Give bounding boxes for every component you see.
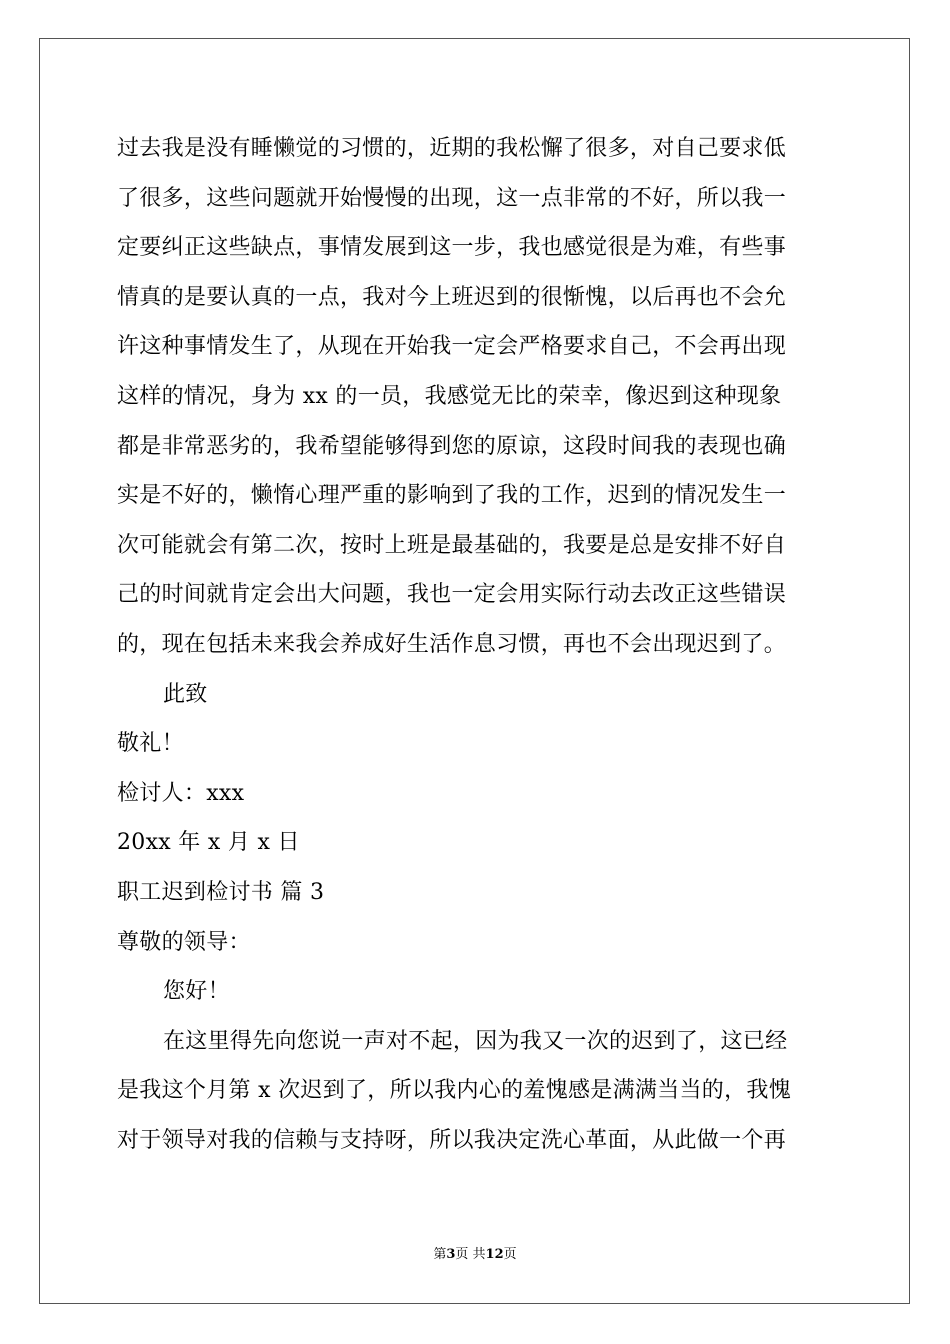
paragraph-line: 过去我是没有睡懒觉的习惯的，近期的我松懈了很多，对自己要求低	[117, 136, 787, 161]
footer-suffix: 页	[503, 1247, 517, 1262]
page-footer	[0, 1246, 950, 1264]
paragraph-line: 的，现在包括未来我会养成好生活作息习惯，再也不会出现迟到了。	[117, 631, 787, 657]
greeting: 尊敬的领导：	[117, 929, 251, 955]
paragraph-line: 在这里得先向您说一声对不起，因为我又一次的迟到了，这已经	[163, 1028, 788, 1054]
salutation: 敬礼！	[117, 731, 184, 757]
section-title: 职工迟到检讨书 篇 3	[117, 879, 325, 905]
footer-total-pages: 12	[485, 1247, 504, 1262]
document-body	[117, 124, 837, 1165]
paragraph-line: 是我这个月第 x 次迟到了，所以我内心的羞愧感是满满当当的，我愧	[117, 1078, 791, 1104]
paragraph-line: 实是不好的，懒惰心理严重的影响到了我的工作，迟到的情况发生一	[117, 483, 787, 509]
footer-mid: 页 共	[455, 1247, 486, 1262]
paragraph-line: 己的时间就肯定会出大问题，我也一定会用实际行动去改正这些错误	[117, 582, 787, 608]
hello: 您好！	[163, 979, 230, 1005]
closing-phrase: 此致	[163, 681, 208, 707]
signer: 检讨人：xxx	[117, 780, 245, 806]
date: 20xx 年 x 月 x 日	[117, 830, 300, 856]
footer-current-page: 3	[446, 1247, 456, 1262]
paragraph-line: 这样的情况，身为 xx 的一员，我感觉无比的荣幸，像迟到这种现象	[117, 383, 782, 409]
footer-prefix: 第	[433, 1247, 447, 1262]
paragraph-line: 次可能就会有第二次，按时上班是最基础的，我要是总是安排不好自	[117, 532, 787, 558]
paragraph-line: 都是非常恶劣的，我希望能够得到您的原谅，这段时间我的表现也确	[117, 433, 787, 459]
paragraph-line: 情真的是要认真的一点，我对今上班迟到的很惭愧，以后再也不会允	[117, 284, 787, 310]
paragraph-line: 对于领导对我的信赖与支持呀，所以我决定洗心革面，从此做一个再	[117, 1127, 787, 1153]
paragraph-line: 定要纠正这些缺点，事情发展到这一步，我也感觉很是为难，有些事	[117, 235, 787, 261]
paragraph-line: 许这种事情发生了，从现在开始我一定会严格要求自己，不会再出现	[117, 334, 787, 360]
paragraph-line: 了很多，这些问题就开始慢慢的出现，这一点非常的不好，所以我一	[117, 185, 787, 211]
